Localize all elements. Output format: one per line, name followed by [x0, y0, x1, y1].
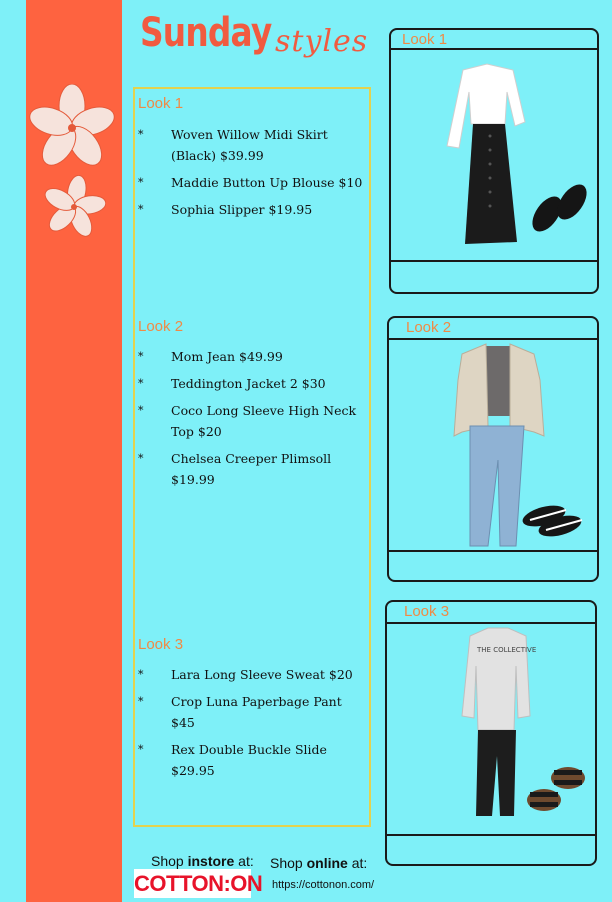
list-item: * Woven Willow Midi Skirt (Black) $39.99: [138, 127, 328, 163]
page-title: Sunday: [140, 10, 272, 56]
look-3-items: [138, 664, 366, 787]
shop-online-text: Shop online at:: [270, 855, 368, 871]
list-item: * Sophia Slipper $19.95: [138, 202, 313, 217]
look-2-card-label: Look 2: [406, 319, 452, 336]
sweat-print-text: THE COLLECTIVE: [477, 646, 537, 654]
list-item: * Maddie Button Up Blouse $10: [138, 175, 363, 190]
look-1-card-label: Look 1: [402, 31, 448, 48]
look-2-outfit-image: [448, 340, 598, 552]
list-item: * Teddington Jacket 2 $30: [138, 376, 326, 391]
look-2-heading: Look 2: [138, 318, 184, 335]
list-item: * Crop Luna Paperbage Pant $45: [138, 694, 342, 730]
look-1-outfit-image: [435, 62, 595, 252]
look-1-heading: Look 1: [138, 95, 184, 112]
flower-large-icon: [28, 84, 116, 172]
website-url[interactable]: https://cottonon.com/: [272, 879, 375, 891]
look-1-items: [138, 124, 366, 226]
cotton-on-logo: COTTON:ON: [134, 871, 263, 896]
list-item: * Mom Jean $49.99: [138, 349, 283, 364]
list-item: * Coco Long Sleeve High Neck Top $20: [138, 403, 357, 439]
look-2-items: [138, 346, 366, 496]
look-3-card-label: Look 3: [404, 603, 450, 620]
list-item: * Lara Long Sleeve Sweat $20: [138, 667, 353, 682]
look-3-heading: Look 3: [138, 636, 184, 653]
page-title-script: styles: [275, 24, 369, 59]
list-item: * Rex Double Buckle Slide $29.95: [138, 742, 327, 778]
shop-instore-text: Shop instore at:: [151, 853, 254, 869]
list-item: * Chelsea Creeper Plimsoll $19.99: [138, 451, 332, 487]
look-3-outfit-image: [450, 626, 590, 830]
flower-small-icon: [42, 175, 106, 239]
